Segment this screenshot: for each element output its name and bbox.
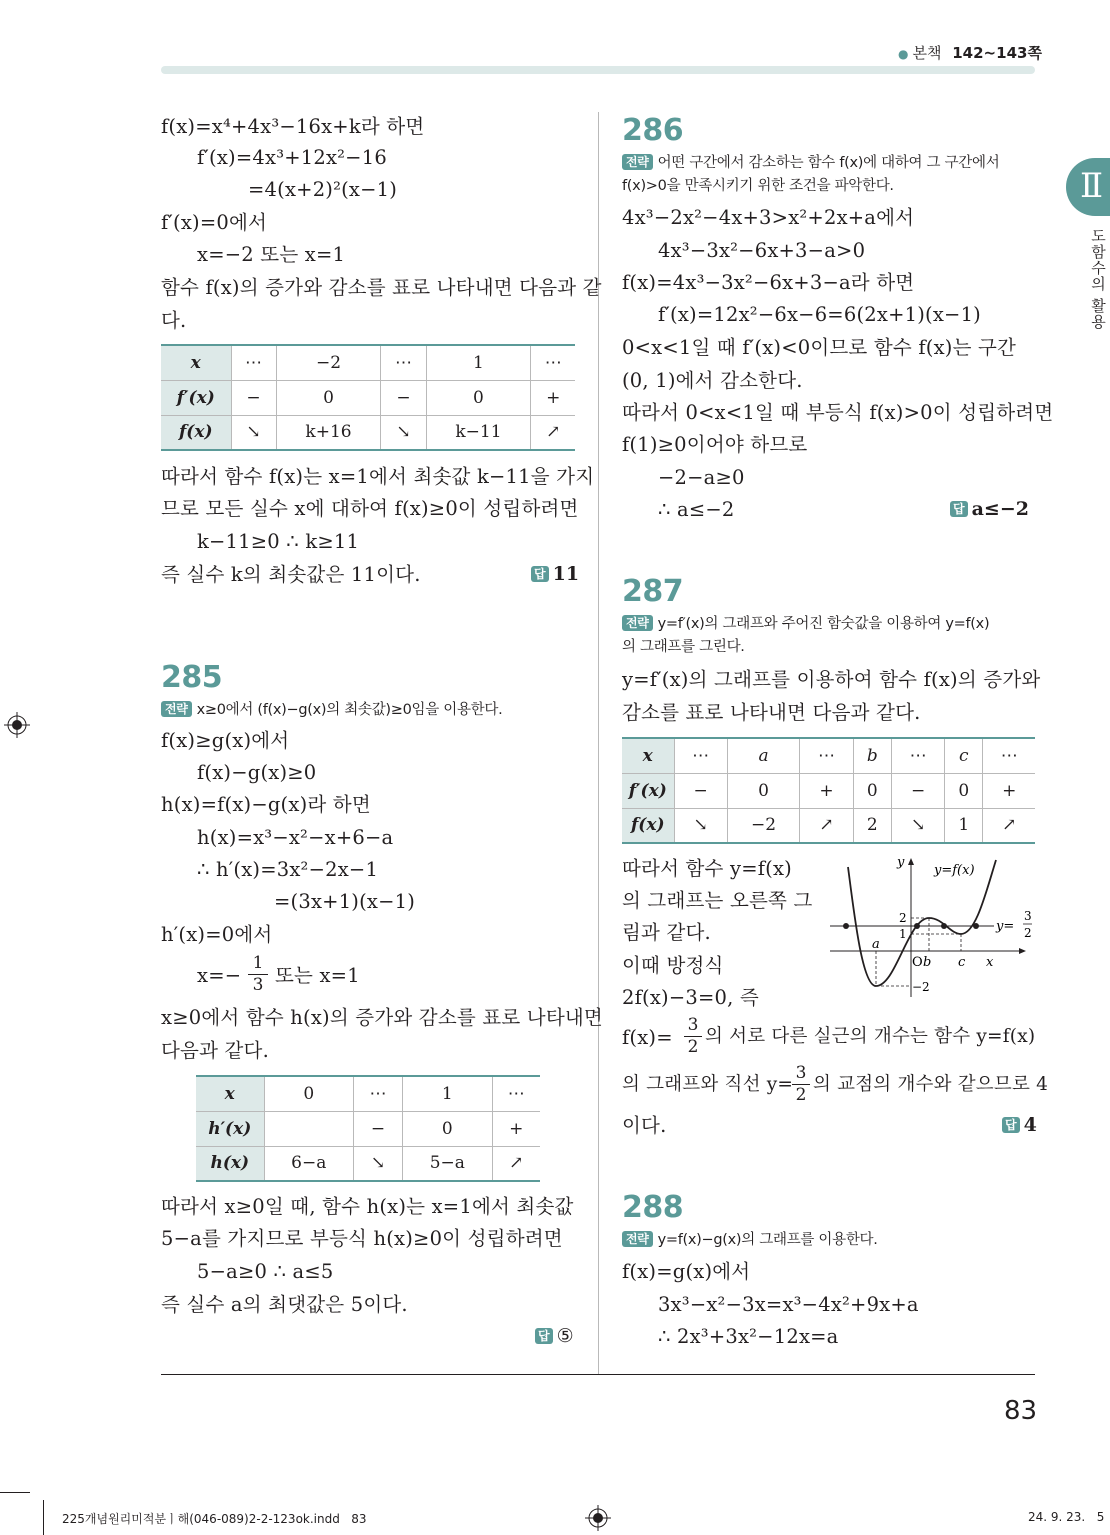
graph-label-origin: O (912, 955, 923, 970)
table-cell: 0 (276, 380, 381, 415)
table-cell: ↗ (983, 808, 1035, 843)
text-line: 의 교점의 개수와 같으므로 4 (813, 1074, 1049, 1095)
table-cell: ↘ (231, 415, 276, 450)
table-cell: −2 (727, 808, 800, 843)
table-cell: ↗ (531, 415, 575, 450)
strategy-tag: 전략 (622, 154, 653, 170)
graph-label-two: 2 (899, 911, 907, 925)
registration-mark (4, 712, 30, 738)
table-cell: + (800, 773, 853, 808)
answer: 답 4 (1002, 1116, 1037, 1135)
table-cell: ↗ (492, 1146, 540, 1181)
strategy: 전략 어떤 구간에서 감소하는 함수 f(x)에 대하여 그 구간에서 (622, 154, 999, 171)
graph-label-b: b (923, 955, 932, 970)
text-line: f(x)−g(x)≥0 (197, 761, 317, 784)
text-line: 또는 x=1 (275, 964, 360, 987)
text-line: 따라서 함수 f(x)는 x=1에서 최솟값 k−11을 가지 (161, 465, 595, 488)
table-cell: 0 (426, 380, 531, 415)
increase-decrease-table (161, 344, 575, 451)
text-line: 따라서 함수 y=f(x) (622, 857, 792, 880)
text-line: h(x)=f(x)−g(x)라 하면 (161, 793, 371, 816)
text-line: 즉 실수 a의 최댓값은 5이다. (161, 1293, 408, 1316)
column-divider (598, 112, 599, 1374)
text-line: ∴ h′(x)=3x²−2x−1 (197, 858, 379, 881)
table-cell: ⋯ (381, 345, 426, 380)
table-cell: 0 (853, 773, 891, 808)
graph-label-line-num: 3 (1024, 909, 1032, 923)
problem-number: 285 (161, 660, 223, 695)
table-cell: ↘ (891, 808, 944, 843)
table-cell: k−11 (426, 415, 531, 450)
text-line: 므로 모든 실수 x에 대하여 f(x)≥0이 성립하려면 (161, 497, 579, 520)
text-line: 림과 같다. (622, 921, 711, 944)
text-line: 3x³−x²−3x=x³−4x²+9x+a (658, 1293, 919, 1316)
text-line: f(x)=4x³−3x²−6x+3−a라 하면 (622, 271, 915, 294)
table-cell: ⋯ (492, 1076, 540, 1111)
header-pages: 142~143쪽 (952, 44, 1042, 62)
table-cell: 1 (426, 345, 531, 380)
table-cell: f′(x) (161, 380, 231, 415)
header-bar (161, 66, 1035, 74)
table-cell: ↘ (354, 1146, 403, 1181)
table-cell: ↘ (674, 808, 727, 843)
table-cell: ⋯ (354, 1076, 403, 1111)
strategy-tag: 전략 (161, 701, 192, 717)
table-cell: x (161, 345, 231, 380)
x-axis-arrow (1019, 948, 1026, 954)
table-cell (264, 1111, 354, 1146)
text-line: =4(x+2)²(x−1) (248, 178, 398, 201)
table-cell: ⋯ (891, 738, 944, 773)
registration-mark (585, 1505, 611, 1531)
graph-label-c: c (958, 955, 966, 970)
page-number: 83 (1004, 1396, 1038, 1426)
text-line: 다음과 같다. (161, 1039, 269, 1062)
answer: 답 a≤−2 (950, 500, 1029, 519)
table-cell: − (891, 773, 944, 808)
text-line: 의 그래프와 직선 y= (622, 1074, 794, 1095)
table-cell: ⋯ (531, 345, 575, 380)
text-line: f(x)≥g(x)에서 (161, 729, 290, 752)
text-line: f(1)≥0이어야 하므로 (622, 433, 808, 456)
bottom-rule (161, 1374, 1035, 1375)
text-line: 0<x<1일 때 f′(x)<0이므로 함수 f(x)는 구간 (622, 336, 1017, 359)
side-tab-chapter: 도함수의 활용 (1089, 228, 1107, 330)
text-line: k−11≥0 ∴ k≥11 (197, 530, 360, 553)
strategy-tag: 전략 (622, 615, 653, 631)
crop-mark (43, 1500, 44, 1535)
text-line: 함수 f(x)의 증가와 감소를 표로 나타내면 다음과 같 (161, 276, 602, 299)
table-cell: c (945, 738, 983, 773)
graph-label-neg-two: −2 (912, 980, 930, 994)
table-cell: f(x) (622, 808, 674, 843)
text-line: 따라서 0<x<1일 때 부등식 f(x)>0이 성립하려면 (622, 401, 1054, 424)
table-cell: 0 (403, 1111, 493, 1146)
table-cell: 1 (403, 1076, 493, 1111)
table-cell: + (492, 1111, 540, 1146)
answer-tag: 답 (535, 1328, 553, 1344)
table-cell: ⋯ (674, 738, 727, 773)
table-cell: + (983, 773, 1035, 808)
table-cell: − (674, 773, 727, 808)
strategy-continued: f(x)>0을 만족시키기 위한 조건을 파악한다. (622, 178, 894, 194)
answer: 답 11 (531, 565, 579, 584)
fraction: 3 2 (684, 1017, 702, 1056)
text-line: 2f(x)−3=0, 즉 (622, 986, 759, 1009)
text-line: ∴ 2x³+3x²−12x=a (658, 1325, 839, 1348)
text-line: ∴ a≤−2 (658, 498, 735, 521)
table-cell: 0 (727, 773, 800, 808)
text-line: 4x³−2x²−4x+3>x²+2x+a에서 (622, 206, 915, 229)
table-cell: + (531, 380, 575, 415)
text-line: 이때 방정식 (622, 954, 724, 977)
text-line: 따라서 x≥0일 때, 함수 h(x)는 x=1에서 최솟값 (161, 1195, 574, 1218)
text-line: f′(x)=12x²−6x−6=6(2x+1)(x−1) (658, 303, 981, 326)
text-line: 의 서로 다른 실근의 개수는 함수 y=f(x) (705, 1026, 1036, 1047)
text-line: x=− (197, 964, 242, 987)
text-line: f′(x)=0에서 (161, 211, 268, 234)
text-line: h′(x)=0에서 (161, 923, 273, 946)
answer-tag: 답 (950, 501, 968, 517)
table-cell: f′(x) (622, 773, 674, 808)
text-line: f′(x)=4x³+12x²−16 (197, 146, 387, 169)
graph-label-line-den: 2 (1024, 926, 1032, 940)
intersection-point (941, 923, 947, 929)
increase-decrease-table (622, 737, 1035, 844)
strategy-continued: 의 그래프를 그린다. (622, 639, 745, 655)
table-cell: ↘ (381, 415, 426, 450)
table-cell: ↗ (800, 808, 853, 843)
header-label: ● 본책 142~143쪽 (898, 44, 1042, 62)
text-line: h(x)=x³−x²−x+6−a (197, 826, 394, 849)
table-cell: h(x) (196, 1146, 264, 1181)
text-line: 감소를 표로 나타내면 다음과 같다. (622, 701, 921, 724)
table-cell: x (622, 738, 674, 773)
table-cell: 5−a (403, 1146, 493, 1181)
table-cell: h′(x) (196, 1111, 264, 1146)
text-line: 이다. (622, 1114, 667, 1137)
table-cell: − (381, 380, 426, 415)
text-line: −2−a≥0 (658, 466, 745, 489)
text-line: f(x)=x⁴+4x³−16x+k라 하면 (161, 115, 425, 138)
text-line: f(x)=g(x)에서 (622, 1260, 751, 1283)
table-cell: ⋯ (800, 738, 853, 773)
table-cell: 6−a (264, 1146, 354, 1181)
problem-number: 286 (622, 113, 684, 148)
table-cell: 0 (264, 1076, 354, 1111)
graph-label-y: y (897, 855, 905, 870)
problem-number: 287 (622, 574, 684, 609)
fraction: 3 2 (792, 1065, 810, 1104)
text-line: 다. (161, 309, 187, 332)
text-line: =(3x+1)(x−1) (274, 890, 416, 913)
table-cell: 2 (853, 808, 891, 843)
text-line: 5−a를 가지므로 부등식 h(x)≥0이 성립하려면 (161, 1227, 563, 1250)
graph-label-line: y= (996, 919, 1015, 934)
answer: 답 ⑤ (535, 1327, 574, 1346)
side-tab-roman: Ⅱ (1080, 166, 1104, 206)
table-cell: 1 (945, 808, 983, 843)
graph-label-one: 1 (899, 927, 907, 941)
graph-label-a: a (872, 937, 880, 952)
text-line: 5−a≥0 ∴ a≤5 (197, 1260, 334, 1283)
table-cell: x (196, 1076, 264, 1111)
text-line: x=−2 또는 x=1 (197, 243, 346, 266)
text-line: x≥0에서 함수 h(x)의 증가와 감소를 표로 나타내면 (161, 1006, 603, 1029)
intersection-point (843, 923, 849, 929)
y-axis-arrow (908, 858, 914, 865)
text-line: (0, 1)에서 감소한다. (622, 369, 803, 392)
table-cell: f(x) (161, 415, 231, 450)
table-cell: −2 (276, 345, 381, 380)
graph-label-curve: y=f(x) (934, 863, 975, 878)
text-line: 의 그래프는 오른쪽 그 (622, 889, 813, 912)
fraction: 1 3 (248, 955, 268, 994)
graph-label-x: x (986, 955, 994, 970)
table-cell: 0 (945, 773, 983, 808)
strategy: 전략 y=f(x)−g(x)의 그래프를 이용한다. (622, 1231, 878, 1248)
footer-date: 24. 9. 23. 5 (1028, 1510, 1105, 1524)
strategy-tag: 전략 (622, 1231, 653, 1247)
crop-mark (0, 1492, 30, 1493)
table-cell: a (727, 738, 800, 773)
answer-tag: 답 (531, 566, 549, 582)
table-cell: ⋯ (231, 345, 276, 380)
text-line: y=f′(x)의 그래프를 이용하여 함수 f(x)의 증가와 (622, 668, 1041, 691)
function-graph (826, 852, 1036, 1002)
intersection-point (973, 923, 979, 929)
table-cell: − (231, 380, 276, 415)
table-cell: − (354, 1111, 403, 1146)
table-cell: b (853, 738, 891, 773)
text-line: f(x)= (622, 1026, 673, 1049)
text-line: 즉 실수 k의 최솟값은 11이다. (161, 563, 421, 586)
strategy: 전략 y=f′(x)의 그래프와 주어진 함숫값을 이용하여 y=f(x) (622, 615, 989, 632)
text-line: 4x³−3x²−6x+3−a>0 (658, 239, 866, 262)
strategy: 전략 x≥0에서 (f(x)−g(x)의 최솟값)≥0임을 이용한다. (161, 701, 502, 718)
answer-tag: 답 (1002, 1117, 1020, 1133)
table-cell: k+16 (276, 415, 381, 450)
problem-number: 288 (622, 1190, 684, 1225)
table-cell: ⋯ (983, 738, 1035, 773)
footer-file: 225개념원리미적분ㅣ해(046-089)2-2-123ok.indd 83 (62, 1512, 367, 1526)
intersection-point (914, 923, 920, 929)
increase-decrease-table (196, 1075, 540, 1182)
